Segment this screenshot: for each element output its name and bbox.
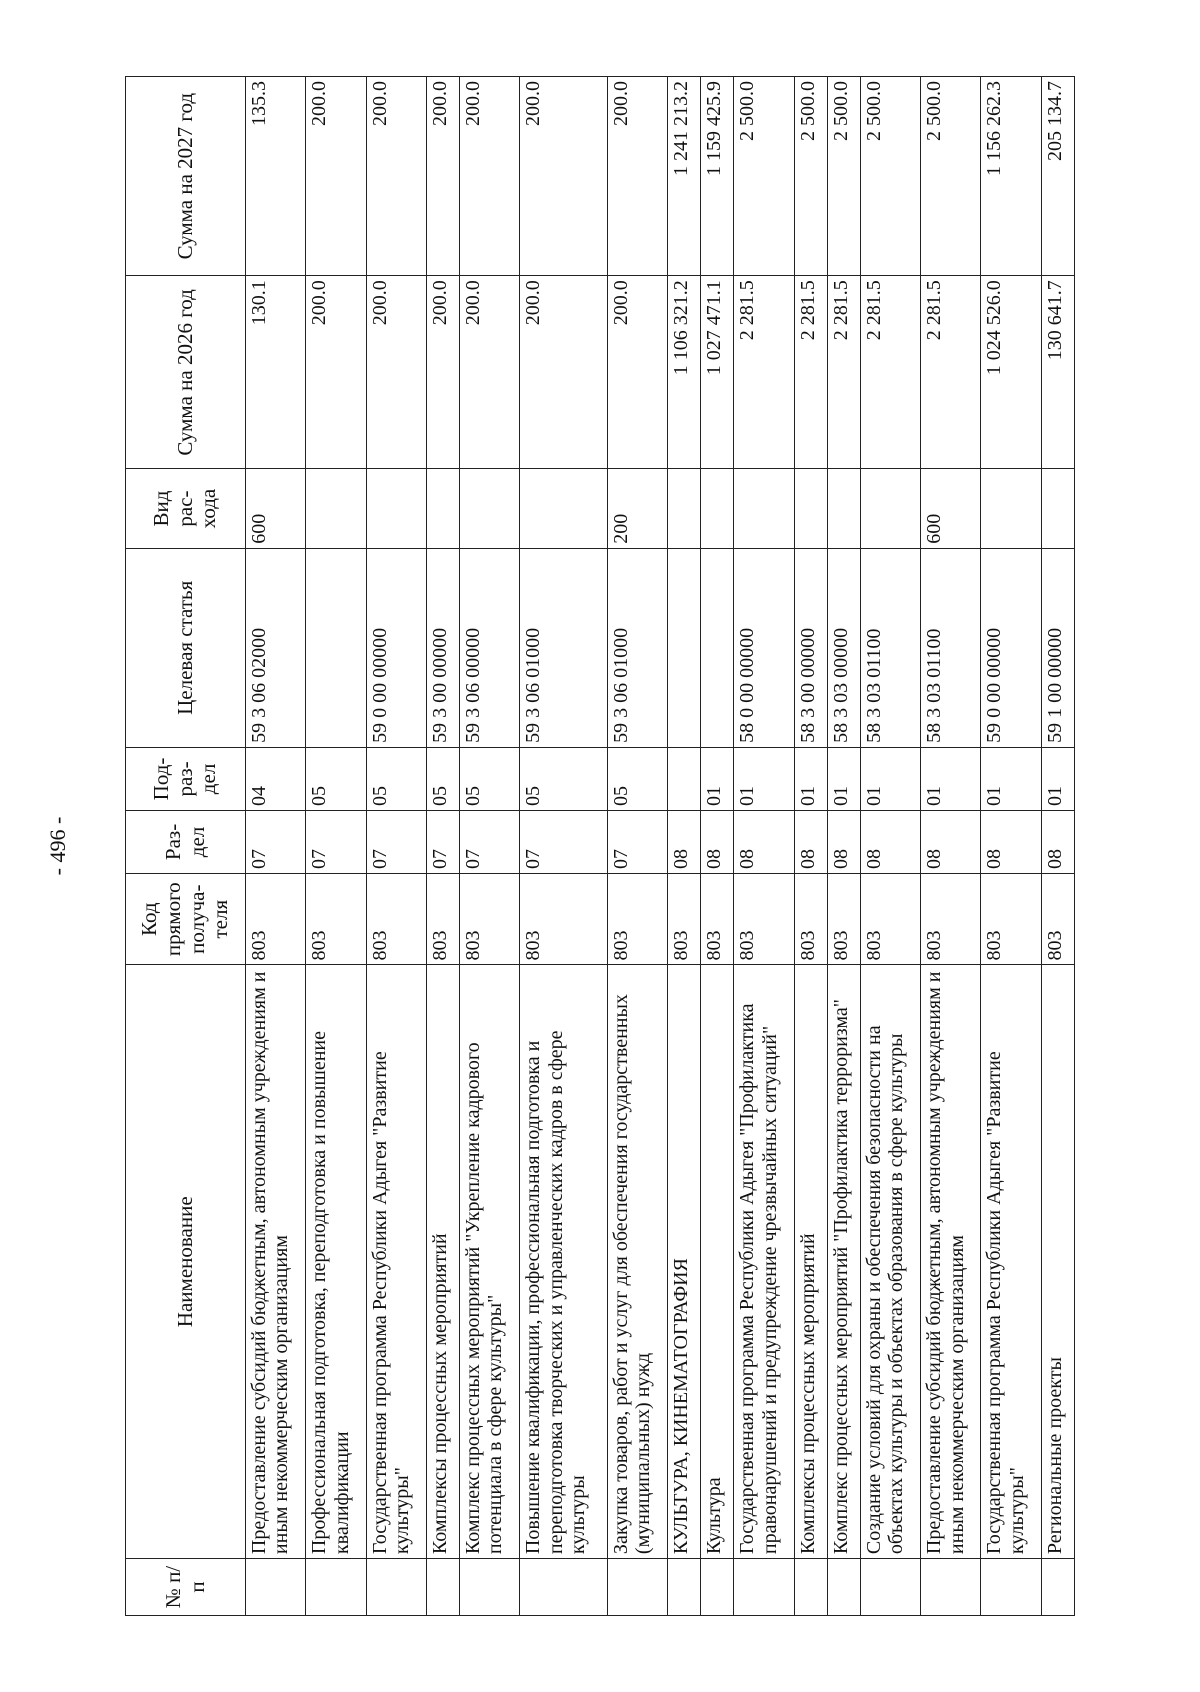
cell-expense — [981, 469, 1041, 548]
cell-sum-2027: 200.0 — [426, 77, 459, 276]
cell-target: 59 3 06 01000 — [607, 548, 667, 747]
cell-sum-2026: 2 281.5 — [921, 276, 981, 469]
cell-sum-2027: 200.0 — [366, 77, 426, 276]
cell-sum-2027: 1 241 213.2 — [667, 77, 700, 276]
cell-target: 59 3 06 01000 — [520, 548, 607, 747]
cell-no — [366, 1559, 426, 1616]
cell-section: 07 — [460, 810, 520, 873]
cell-code: 803 — [860, 873, 920, 964]
cell-code: 803 — [981, 873, 1041, 964]
cell-expense: 600 — [246, 469, 306, 548]
cell-name: Предоставление субсидий бюджетным, автономным учреждениям и иным некоммерческим организациям — [246, 965, 306, 1559]
cell-sum-2026: 2 281.5 — [860, 276, 920, 469]
cell-no — [734, 1559, 794, 1616]
cell-expense — [460, 469, 520, 548]
cell-section: 08 — [981, 810, 1041, 873]
table-row — [460, 77, 520, 1616]
cell-sum-2026: 2 281.5 — [794, 276, 827, 469]
cell-section: 07 — [426, 810, 459, 873]
cell-code: 803 — [520, 873, 607, 964]
cell-subsection: 01 — [734, 747, 794, 810]
cell-expense — [827, 469, 860, 548]
cell-subsection: 05 — [366, 747, 426, 810]
table-row — [701, 77, 734, 1616]
cell-name: Повышение квалификации, профессиональная подготовка и переподготовка творческих и управленческих кадров в сфере культуры — [520, 965, 607, 1559]
cell-name: Государственная программа Республики Адыгея "Развитие культуры" — [981, 965, 1041, 1559]
table-row — [794, 77, 827, 1616]
cell-section: 08 — [734, 810, 794, 873]
cell-name: Комплекс процессных мероприятий "Укрепление кадрового потенциала в сфере культуры" — [460, 965, 520, 1559]
cell-section: 08 — [827, 810, 860, 873]
cell-subsection: 01 — [860, 747, 920, 810]
cell-target: 58 3 03 00000 — [827, 548, 860, 747]
table-body — [246, 77, 1075, 1616]
cell-sum-2027: 2 500.0 — [827, 77, 860, 276]
cell-target: 58 3 03 01100 — [921, 548, 981, 747]
cell-no — [1041, 1559, 1074, 1616]
header-sum-2026: Сумма на 2026 год — [126, 276, 246, 469]
table-row — [860, 77, 920, 1616]
table-row — [306, 77, 366, 1616]
table-row — [1041, 77, 1074, 1616]
cell-sum-2026: 200.0 — [460, 276, 520, 469]
cell-code: 803 — [607, 873, 667, 964]
cell-name: Профессиональная подготовка, переподготовка и повышение квалификации — [306, 965, 366, 1559]
cell-no — [827, 1559, 860, 1616]
cell-subsection: 01 — [827, 747, 860, 810]
cell-no — [426, 1559, 459, 1616]
cell-name: КУЛЬТУРА, КИНЕМАТОГРАФИЯ — [667, 965, 700, 1559]
cell-sum-2026: 200.0 — [607, 276, 667, 469]
table-row — [981, 77, 1041, 1616]
cell-expense — [306, 469, 366, 548]
cell-code: 803 — [794, 873, 827, 964]
cell-subsection: 05 — [426, 747, 459, 810]
cell-no — [667, 1559, 700, 1616]
cell-name: Предоставление субсидий бюджетным, автономным учреждениям и иным некоммерческим организациям — [921, 965, 981, 1559]
cell-expense — [860, 469, 920, 548]
cell-section: 07 — [306, 810, 366, 873]
table-row — [667, 77, 700, 1616]
cell-subsection — [667, 747, 700, 810]
cell-expense: 200 — [607, 469, 667, 548]
cell-expense — [667, 469, 700, 548]
cell-target: 59 0 00 00000 — [366, 548, 426, 747]
cell-code: 803 — [921, 873, 981, 964]
cell-target — [667, 548, 700, 747]
cell-name: Комплексы процессных мероприятий — [794, 965, 827, 1559]
cell-sum-2026: 130.1 — [246, 276, 306, 469]
cell-sum-2027: 2 500.0 — [860, 77, 920, 276]
header-code: Код прямого получа-теля — [126, 873, 246, 964]
cell-code: 803 — [306, 873, 366, 964]
header-expense: Вид рас-хода — [126, 469, 246, 548]
header-target: Целевая статья — [126, 548, 246, 747]
cell-name: Региональные проекты — [1041, 965, 1074, 1559]
cell-name: Закупка товаров, работ и услуг для обеспечения государственных (муниципальных) нужд — [607, 965, 667, 1559]
cell-sum-2027: 1 159 425.9 — [701, 77, 734, 276]
cell-no — [701, 1559, 734, 1616]
cell-sum-2026: 1 027 471.1 — [701, 276, 734, 469]
cell-name: Культура — [701, 965, 734, 1559]
header-subsection: Под-раз-дел — [126, 747, 246, 810]
cell-no — [794, 1559, 827, 1616]
cell-section: 07 — [520, 810, 607, 873]
cell-section: 07 — [366, 810, 426, 873]
table-row — [426, 77, 459, 1616]
cell-subsection: 05 — [607, 747, 667, 810]
cell-subsection: 01 — [1041, 747, 1074, 810]
table-row — [520, 77, 607, 1616]
header-name: Наименование — [126, 965, 246, 1559]
cell-target: 59 3 06 02000 — [246, 548, 306, 747]
cell-subsection: 05 — [306, 747, 366, 810]
cell-section: 08 — [860, 810, 920, 873]
cell-name: Государственная программа Республики Адыгея "Развитие культуры" — [366, 965, 426, 1559]
cell-section: 07 — [607, 810, 667, 873]
cell-sum-2027: 2 500.0 — [921, 77, 981, 276]
table-row — [827, 77, 860, 1616]
cell-expense — [734, 469, 794, 548]
cell-subsection: 01 — [794, 747, 827, 810]
header-section: Раз-дел — [126, 810, 246, 873]
cell-target: 59 0 00 00000 — [981, 548, 1041, 747]
rotated-table-wrapper — [125, 76, 1075, 1616]
cell-section: 08 — [1041, 810, 1074, 873]
cell-sum-2026: 2 281.5 — [827, 276, 860, 469]
table-row — [246, 77, 306, 1616]
cell-code: 803 — [827, 873, 860, 964]
table-row — [607, 77, 667, 1616]
cell-sum-2026: 130 641.7 — [1041, 276, 1074, 469]
cell-expense — [366, 469, 426, 548]
cell-sum-2026: 200.0 — [426, 276, 459, 469]
cell-sum-2026: 200.0 — [306, 276, 366, 469]
cell-expense: 600 — [921, 469, 981, 548]
cell-subsection: 01 — [701, 747, 734, 810]
cell-code: 803 — [460, 873, 520, 964]
cell-no — [921, 1559, 981, 1616]
cell-code: 803 — [426, 873, 459, 964]
cell-section: 08 — [701, 810, 734, 873]
cell-sum-2027: 2 500.0 — [794, 77, 827, 276]
cell-sum-2027: 200.0 — [460, 77, 520, 276]
cell-subsection: 01 — [981, 747, 1041, 810]
cell-target: 59 1 00 00000 — [1041, 548, 1074, 747]
table-header-row — [126, 77, 246, 1616]
header-no: № п/п — [126, 1559, 246, 1616]
header-sum-2027: Сумма на 2027 год — [126, 77, 246, 276]
cell-target: 58 3 00 00000 — [794, 548, 827, 747]
cell-subsection: 04 — [246, 747, 306, 810]
cell-no — [306, 1559, 366, 1616]
cell-expense — [794, 469, 827, 548]
cell-sum-2026: 1 024 526.0 — [981, 276, 1041, 469]
budget-table — [125, 76, 1075, 1616]
cell-sum-2026: 2 281.5 — [734, 276, 794, 469]
cell-sum-2027: 205 134.7 — [1041, 77, 1074, 276]
cell-sum-2027: 200.0 — [607, 77, 667, 276]
cell-section: 08 — [667, 810, 700, 873]
cell-subsection: 05 — [460, 747, 520, 810]
page-number: - 496 - — [45, 816, 70, 876]
cell-code: 803 — [667, 873, 700, 964]
cell-target: 58 3 03 01100 — [860, 548, 920, 747]
cell-name: Комплекс процессных мероприятий "Профилактика терроризма" — [827, 965, 860, 1559]
cell-target: 59 3 00 00000 — [426, 548, 459, 747]
cell-no — [981, 1559, 1041, 1616]
cell-target: 58 0 00 00000 — [734, 548, 794, 747]
cell-no — [460, 1559, 520, 1616]
table-row — [921, 77, 981, 1616]
cell-expense — [701, 469, 734, 548]
cell-code: 803 — [734, 873, 794, 964]
cell-no — [607, 1559, 667, 1616]
cell-target: 59 3 06 00000 — [460, 548, 520, 747]
cell-code: 803 — [366, 873, 426, 964]
cell-sum-2027: 135.3 — [246, 77, 306, 276]
cell-sum-2026: 200.0 — [366, 276, 426, 469]
cell-expense — [1041, 469, 1074, 548]
cell-section: 08 — [794, 810, 827, 873]
cell-target — [701, 548, 734, 747]
cell-no — [860, 1559, 920, 1616]
cell-code: 803 — [246, 873, 306, 964]
cell-subsection: 01 — [921, 747, 981, 810]
cell-sum-2027: 200.0 — [306, 77, 366, 276]
table-row — [366, 77, 426, 1616]
cell-target — [306, 548, 366, 747]
table-row — [734, 77, 794, 1616]
cell-name: Создание условий для охраны и обеспечения безопасности на объектах культуры и объектах образования в сфере культуры — [860, 965, 920, 1559]
cell-expense — [426, 469, 459, 548]
cell-code: 803 — [1041, 873, 1074, 964]
cell-sum-2027: 200.0 — [520, 77, 607, 276]
cell-sum-2026: 1 106 321.2 — [667, 276, 700, 469]
cell-section: 07 — [246, 810, 306, 873]
cell-section: 08 — [921, 810, 981, 873]
cell-name: Государственная программа Республики Адыгея "Профилактика правонарушений и предупреждение чрезвычайных ситуаций" — [734, 965, 794, 1559]
cell-name: Комплексы процессных мероприятий — [426, 965, 459, 1559]
cell-sum-2027: 2 500.0 — [734, 77, 794, 276]
cell-no — [246, 1559, 306, 1616]
cell-subsection: 05 — [520, 747, 607, 810]
cell-expense — [520, 469, 607, 548]
cell-sum-2027: 1 156 262.3 — [981, 77, 1041, 276]
cell-code: 803 — [701, 873, 734, 964]
cell-no — [520, 1559, 607, 1616]
cell-sum-2026: 200.0 — [520, 276, 607, 469]
